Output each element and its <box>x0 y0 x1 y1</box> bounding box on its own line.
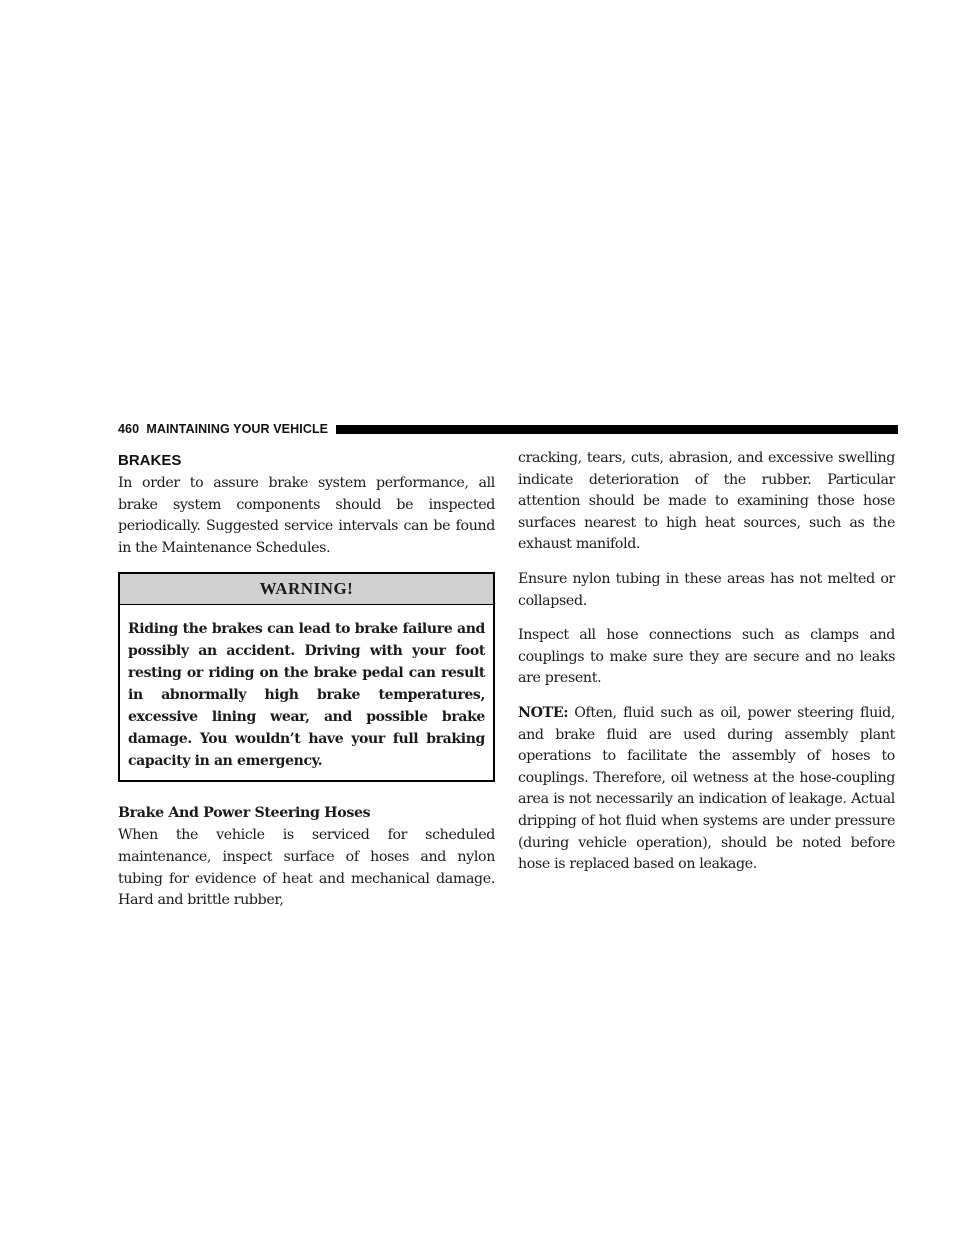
note-text: Often, fluid such as oil, power steering fluid, and brake fluid are used during assembly plant operations to facilitate the assembly of hoses to couplings. Therefore, oil wetness at the hose-coupling area is not necessarily an indication of leakage. Actual dripping of hot fluid when systems are under pressure (during vehicle operation), should be noted before hose is replaced based on leakage. <box>518 704 895 873</box>
note-paragraph <box>518 703 895 876</box>
brakes-intro-paragraph: In order to assure brake system performance, all brake system components should be inspected periodically. Suggested service intervals can be found in the Maintenance Schedules. <box>118 475 495 556</box>
warning-text: Riding the brakes can lead to brake failure and possibly an accident. Driving with your foot resting or riding on the brake pedal can result in abnormally high brake temperatures, excessive lining wear, and possible brake damage. You wouldn’t have your full braking capacity in an emergency. <box>128 621 485 770</box>
brakes-heading: BRAKES <box>118 452 182 469</box>
page-number: 460 <box>118 422 140 436</box>
header-rule <box>336 425 898 434</box>
section-title: MAINTAINING YOUR VEHICLE <box>146 422 329 436</box>
hoses-paragraph-continued: cracking, tears, cuts, abrasion, and excessive swelling indicate deterioration of the rubber. Particular attention should be made to examining those hose surfaces nearest to high heat sources, such as the exhaust manifold. <box>518 450 895 553</box>
note-label: NOTE: <box>518 704 569 721</box>
warning-box <box>118 572 495 782</box>
hoses-heading: Brake And Power Steering Hoses <box>118 805 371 822</box>
right-column <box>518 448 895 889</box>
left-column <box>118 448 495 912</box>
hose-connections-paragraph: Inspect all hose connections such as clamps and couplings to make sure they are secure and no leaks are present. <box>518 627 895 687</box>
nylon-tubing-paragraph: Ensure nylon tubing in these areas has not melted or collapsed. <box>518 570 895 609</box>
hoses-paragraph-start: When the vehicle is serviced for scheduled maintenance, inspect surface of hoses and nylon tubing for evidence of heat and mechanical damage. Hard and brittle rubber, <box>118 827 495 909</box>
warning-title: WARNING! <box>120 574 493 605</box>
page-header <box>118 421 898 437</box>
page-header-text <box>118 422 336 436</box>
